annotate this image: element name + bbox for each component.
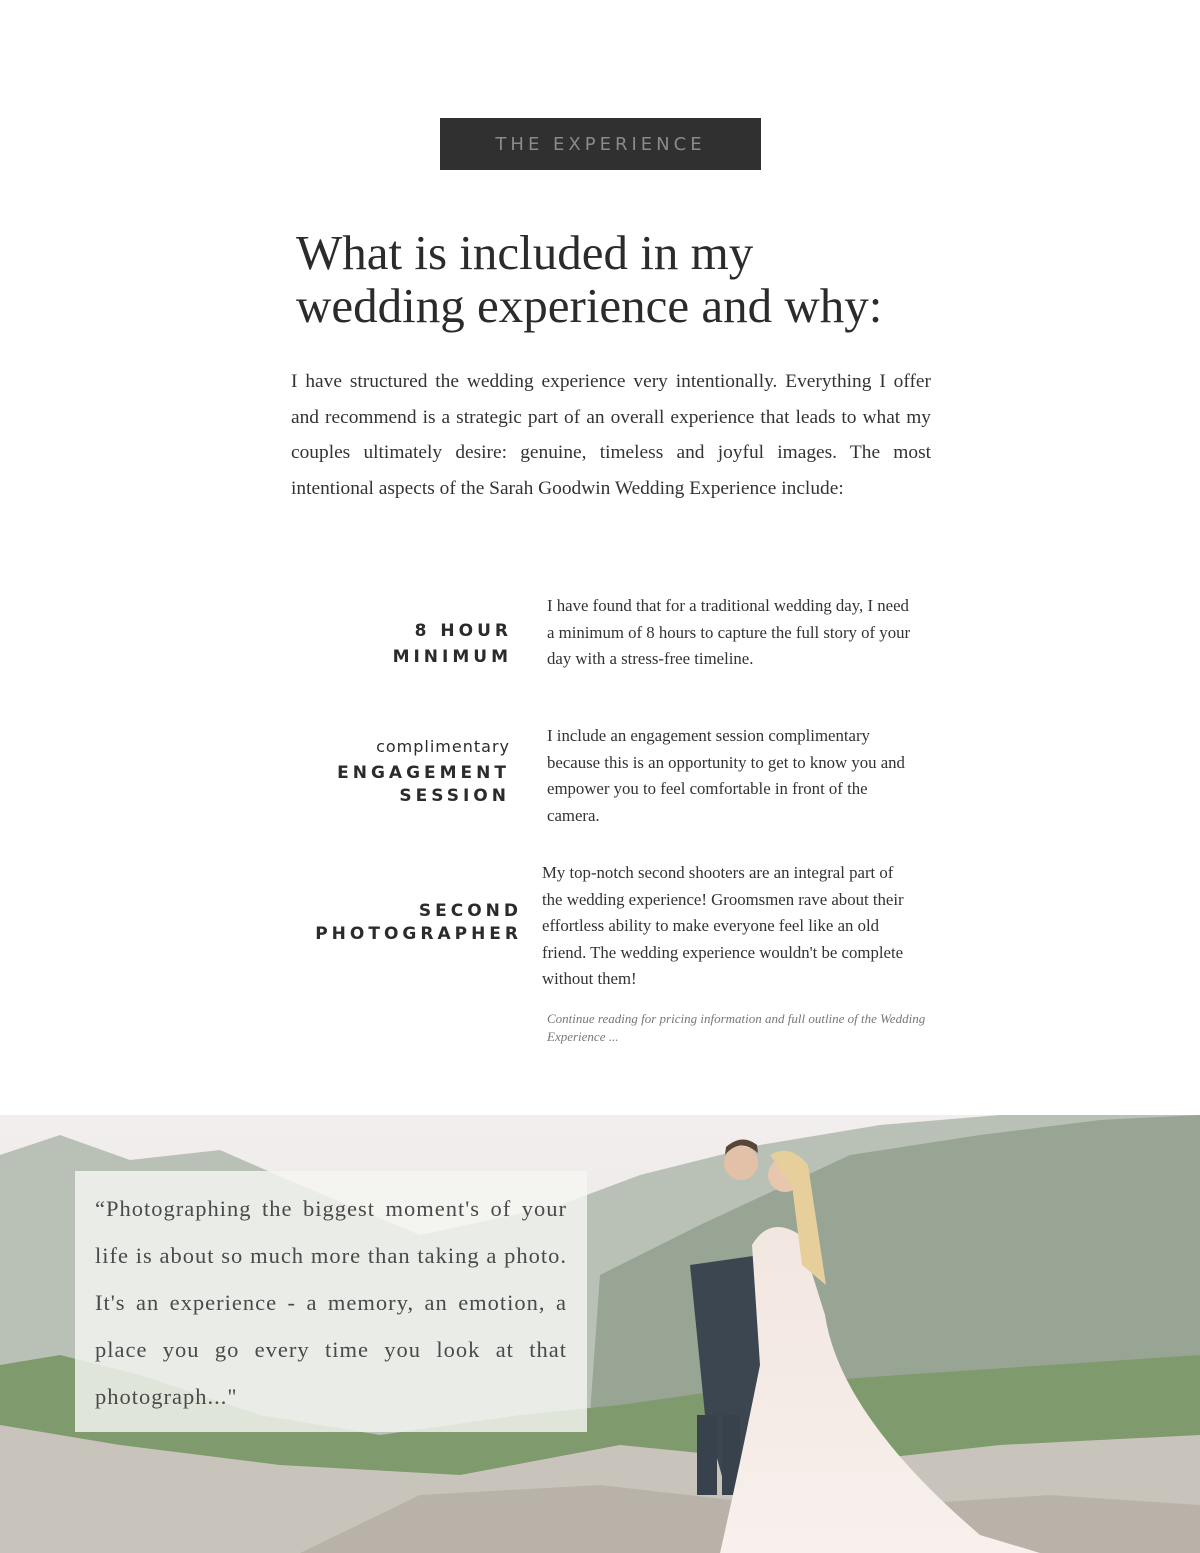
page-title [296,226,996,332]
feature-description-engagement-session: I include an engagement session complimentary because this is an opportunity to get to know you and empower you to feel comfortable in front of the camera. [547,726,905,825]
feature-title-line: ENGAGEMENT [337,763,510,783]
feature-title-line: MINIMUM [392,647,512,667]
section-badge-label: THE EXPERIENCE [495,133,706,155]
feature-description-second-photographer: My top-notch second shooters are an integral part of the wedding experience! Groomsmen rave about their effortless ability to make everyone feel like an old friend. The wedding experience wouldn't be complete without them! [542,863,904,988]
feature-title-second-photographer [315,900,522,946]
testimonial-quote: “Photographing the biggest moment's of your life is about so much more than taking a photo. It's an experience - a memory, an emotion, a place you go every time you look at that photograph..." [95,1196,567,1409]
feature-title-line: 8 HOUR [414,621,512,641]
intro-paragraph: I have structured the wedding experience very intentionally. Everything I offer and recommend is a strategic part of an overall experience that leads to what my couples ultimately desire: genuine, timeless and joyful images. The most intentional aspects of the Sarah Goodwin Wedding Experience include: [291,371,931,499]
section-badge [440,118,761,170]
feature-title-line: SESSION [399,786,510,806]
testimonial-quote-box [75,1171,587,1432]
feature-subtitle-complimentary: complimentary [376,737,510,756]
feature-title-line: PHOTOGRAPHER [315,924,522,944]
continue-reading-note: Continue reading for pricing information and full outline of the Wedding Experience ... [547,1011,926,1044]
feature-title-line: SECOND [418,901,522,921]
feature-title-engagement-session [337,762,510,808]
page-title-line-1: What is included in my [296,225,754,280]
feature-description-8-hour-minimum: I have found that for a traditional wedding day, I need a minimum of 8 hours to capture the full story of your day with a stress-free timeline. [547,596,911,668]
page-title-line-2: wedding experience and why: [296,278,883,333]
feature-title-8-hour-minimum [393,618,512,670]
